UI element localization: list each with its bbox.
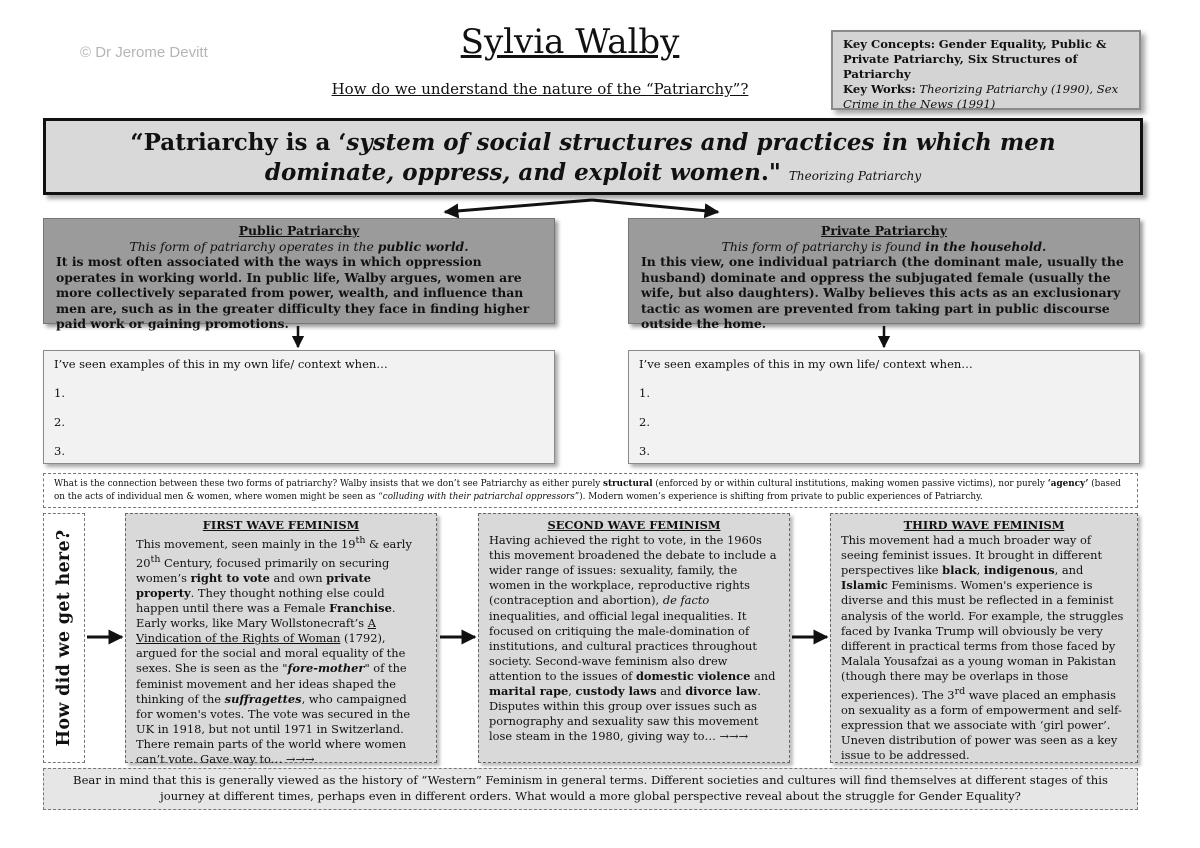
public-patriarchy-title: Public Patriarchy (238, 223, 360, 238)
third-wave-box (830, 513, 1138, 763)
examples-prompt: I’ve seen examples of this in my own life/ context when… (54, 357, 388, 371)
example-line-1[interactable]: 1. (54, 386, 65, 400)
quote-lead: “Patriarchy is a ‘ (130, 129, 347, 156)
second-wave-text: Having achieved the right to vote, in the 1960s this movement broadened the debate to include a wider range of issues: sexuality, family, the women in the workplace, reproductive rights (contraception and abortion), de facto inequalities, and official legal inequalities. It focused on critiquing the male-domination of institutions, and cultural practices throughout society. Second-wave feminism also drew attention to the issues of domestic violence and marital rape, custody laws and divorce law. Disputes within this group over issues such as pornography and sexuality saw this movement lose steam in the 1980, giving way to… →→→ (489, 533, 777, 744)
arrow-to-private (592, 200, 718, 212)
copyright-notice: © Dr Jerome Devitt (80, 44, 208, 61)
private-patriarchy-description: In this view, one individual patriarch (the dominant male, usually the husband) dominate and oppress the subjugated female (usually the wife, but also daughters). Walby believes this acts as an exclusionary tactic as women are prevented from taking part in public discourse outside the home. (641, 254, 1124, 331)
quote-tail: ." (760, 159, 781, 186)
third-wave-text: This movement had a much broader way of seeing feminist issues. It brought in different perspectives like black, indigenous, and Islamic Feminisms. Women's experience is diverse and this must be reflected in a feminist analysis of the world. For example, the struggles faced by Ivanka Trump will obviously be very different in practical terms from those faced by Malala Yousafzai as a young woman in Pakistan (though there may be overlaps in those experiences). The 3rd wave placed an emphasis on sexuality as a form of empowerment and self-expression that we associate with ‘girl power’. Uneven distribution of power was seen as a key issue to be addressed. (841, 533, 1124, 763)
first-wave-box (125, 513, 437, 766)
second-wave-title: SECOND WAVE FEMINISM (547, 518, 721, 532)
connection-note: What is the connection between these two forms of patriarchy? Walby insists that we don’t see Patriarchy as either purely structural (enforced by or within cultural institutions, making women passive victims), nor purely ‘agency’ (based on the acts of individual men & women, where women might be seen as “colluding with their patriarchal oppressors”). Modern women’s experience is shifting from private to public experiences of Patriarchy. (43, 473, 1138, 508)
arrow-to-public (445, 200, 592, 212)
private-patriarchy-subtitle: This form of patriarchy is found in the household. (721, 238, 1047, 254)
second-wave-box (478, 513, 790, 763)
first-wave-text: This movement, seen mainly in the 19th & early 20th Century, focused primarily on securing women’s right to vote and own private property. They thought nothing else could happen until there was a Female Franchise. Early works, like Mary Wollstonecraft’s A Vindication of the Rights of Woman (1792), argued for the social and moral equality of the sexes. She is seen as the "fore-mother" of the feminist movement and her ideas shaped the thinking of the suffragettes, who campaigned for women's votes. The vote was secured in the UK in 1918, but not until 1971 in Switzerland. There remain parts of the world where women can’t vote. Gave way to… →→→ (136, 535, 412, 766)
history-side-label-text: How did we get here? (54, 529, 74, 747)
page-title: Sylvia Walby (460, 22, 680, 62)
quote-source: Theorizing Patriarchy (788, 169, 922, 183)
key-concepts-text: Gender Equality, Public & Private Patriarchy, Six Structures of Patriarchy (843, 37, 1107, 81)
private-examples-box[interactable] (628, 350, 1140, 464)
public-patriarchy-description: It is most often associated with the ways in which oppression operates in working world. In public life, Walby argues, women are more collectively separated from power, wealth, and influence than men are, such as in the greater difficulty they face in finding higher paid work or gaining promotions. (56, 254, 530, 331)
first-wave-title: FIRST WAVE FEMINISM (202, 518, 360, 532)
example-line-3[interactable]: 3. (639, 444, 650, 458)
global-perspective-note: Bear in mind that this is generally viewed as the history of “Western” Feminism in general terms. Different societies and cultures will find themselves at different stages of this journey at different times, perhaps even in different orders. What would a more global perspective reveal about the struggle for Gender Equality? (43, 768, 1138, 810)
quote-emphasis: system of social structures and practices in which men dominate, oppress, and exploit women (264, 129, 1056, 186)
key-concepts-label: Key Concepts: (843, 37, 936, 51)
key-works-text: Theorizing Patriarchy (1990), Sex Crime in the News (1991) (843, 82, 1119, 111)
example-line-2[interactable]: 2. (639, 415, 650, 429)
public-examples-box[interactable] (43, 350, 555, 464)
patriarchy-definition-quote (43, 118, 1143, 195)
example-line-3[interactable]: 3. (54, 444, 65, 458)
example-line-2[interactable]: 2. (54, 415, 65, 429)
key-works-label: Key Works: (843, 82, 916, 96)
private-patriarchy-title: Private Patriarchy (821, 223, 947, 238)
key-concepts-box (831, 30, 1141, 110)
example-line-1[interactable]: 1. (639, 386, 650, 400)
page-subtitle: How do we understand the nature of the “Patriarchy”? (331, 80, 749, 98)
public-patriarchy-box (43, 218, 555, 331)
public-patriarchy-subtitle: This form of patriarchy operates in the public world. (129, 238, 469, 254)
history-side-label (43, 513, 85, 763)
private-patriarchy-box (628, 218, 1140, 331)
examples-prompt: I’ve seen examples of this in my own life/ context when… (639, 357, 973, 371)
third-wave-title: THIRD WAVE FEMINISM (903, 518, 1065, 532)
